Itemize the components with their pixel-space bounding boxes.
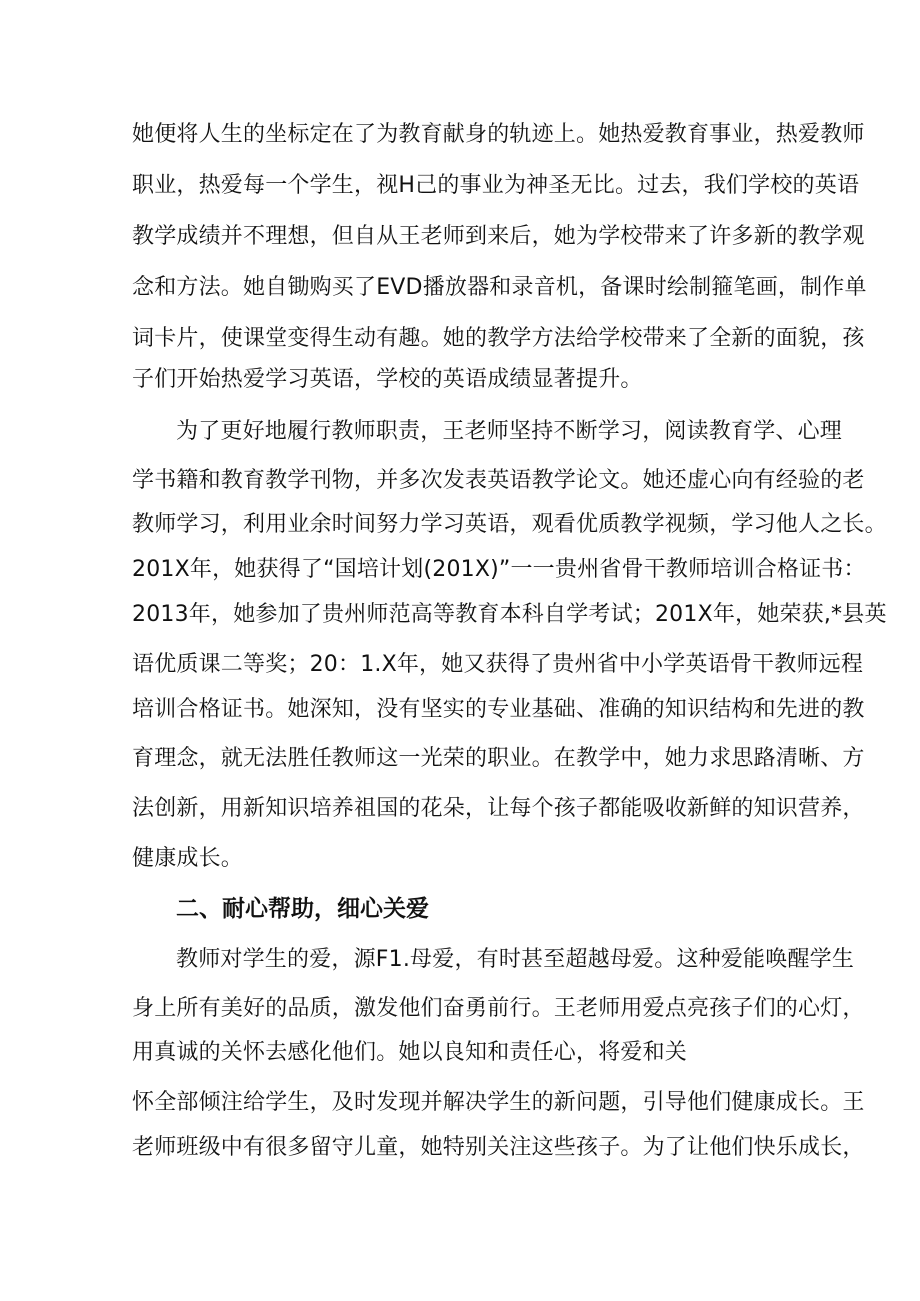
paragraph3-line-3: 用真诚的关怀去感化他们。她以良知和责任心，将爱和关 <box>132 1040 688 1065</box>
section-heading: 二、耐心帮助，细心关爱 <box>176 896 429 922</box>
paragraph2-line-5: 2013年，她参加了贵州师范高等教育本科自学考试；201X年，她荣获,*县英 <box>132 602 887 627</box>
paragraph2-line-9: 法创新，用新知识培养祖国的花朵，让每个孩子都能吸收新鲜的知识营养， <box>132 796 865 821</box>
paragraph4-line-2: 老师班级中有很多留守儿童，她特别关注这些孩子。为了让他们快乐成长， <box>132 1135 865 1160</box>
paragraph1-line-2: 职业，热爱每一个学生，视H己的事业为神圣无比。过去，我们学校的英语 <box>132 173 860 198</box>
paragraph1-line-5: 词卡片，使课堂变得生动有趣。她的教学方法给学校带来了全新的面貌，孩 <box>132 326 865 351</box>
paragraph1-line-4: 念和方法。她自锄购买了EVD播放器和录音机，备课时绘制箍笔画，制作单 <box>132 275 867 300</box>
paragraph1-line-6: 子们开始热爱学习英语，学校的英语成绩显著提升。 <box>132 367 643 392</box>
paragraph4-line-1: 怀全部倾注给学生，及时发现并解决学生的新问题，引导他们健康成长。王 <box>132 1090 865 1115</box>
paragraph2-line-2: 学书籍和教育教学刊物，并多次发表英语教学论文。她还虚心向有经验的老 <box>132 468 865 493</box>
paragraph2-line-6: 语优质课二等奖；20：1.X年，她又获得了贵州省中小学英语骨干教师远程 <box>132 652 864 677</box>
paragraph2-line-4: 201X年，她获得了“国培计划(201X)”一一贵州省骨干教师培训合格证书： <box>132 557 866 582</box>
paragraph2-line-1: 为了更好地履行教师职责，王老师坚持不断学习，阅读教育学、心理 <box>176 419 843 444</box>
paragraph3-line-1: 教师对学生的爱，源F1.母爱，有时甚至超越母爱。这种爱能唤醒学生 <box>176 947 855 972</box>
paragraph2-line-3: 教师学习，利用业余时间努力学习英语，观看优质教学视频，学习他人之长。 <box>132 512 887 537</box>
paragraph1-line-1: 她便将人生的坐标定在了为教育献身的轨迹上。她热爱教育事业，热爱教师 <box>132 122 865 147</box>
paragraph1-line-3: 教学成绩并不理想，但自从王老师到来后，她为学校带来了许多新的教学观 <box>132 224 865 249</box>
paragraph3-line-2: 身上所有美好的品质，激发他们奋勇前行。王老师用爱点亮孩子们的心灯， <box>132 996 865 1021</box>
paragraph2-line-10: 健康成长。 <box>132 846 244 871</box>
paragraph2-line-8: 育理念，就无法胜任教师这一光荣的职业。在教学中，她力求思路清晰、方 <box>132 746 865 771</box>
paragraph2-line-7: 培训合格证书。她深知，没有坚实的专业基础、准确的知识结构和先进的教 <box>132 697 865 722</box>
